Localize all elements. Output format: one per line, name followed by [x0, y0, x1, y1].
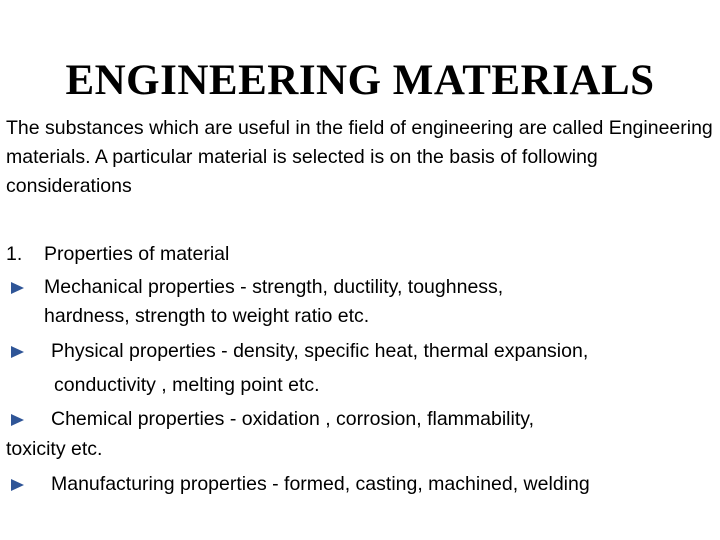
numbered-item-1 [6, 240, 229, 269]
item-heading: Properties of material [44, 243, 230, 265]
bullet-line: conductivity , melting point etc. [54, 374, 320, 396]
bullet-line: hardness, strength to weight ratio etc. [44, 305, 370, 327]
triangle-bullet-icon [11, 479, 24, 491]
bullet-line: Chemical properties - oxidation , corrosion, flammability, [51, 408, 534, 430]
item-number: 1. [6, 243, 23, 265]
intro-text: The substances which are useful in the field of engineering are called Engineering materials. A particular material is selected is on the basis of following considerations [6, 117, 713, 197]
triangle-bullet-icon [11, 414, 24, 426]
bullet-line: toxicity etc. [6, 438, 103, 460]
bullet-line: Mechanical properties - strength, ductility, toughness, [44, 276, 504, 298]
triangle-bullet-icon [11, 282, 24, 294]
intro-paragraph [6, 114, 720, 201]
bullet-line: Manufacturing properties - formed, casting, machined, welding [51, 473, 590, 495]
triangle-bullet-icon [11, 346, 24, 358]
slide-title: ENGINEERING MATERIALS [65, 56, 655, 104]
bullet-line: Physical properties - density, specific heat, thermal expansion, [51, 340, 589, 362]
